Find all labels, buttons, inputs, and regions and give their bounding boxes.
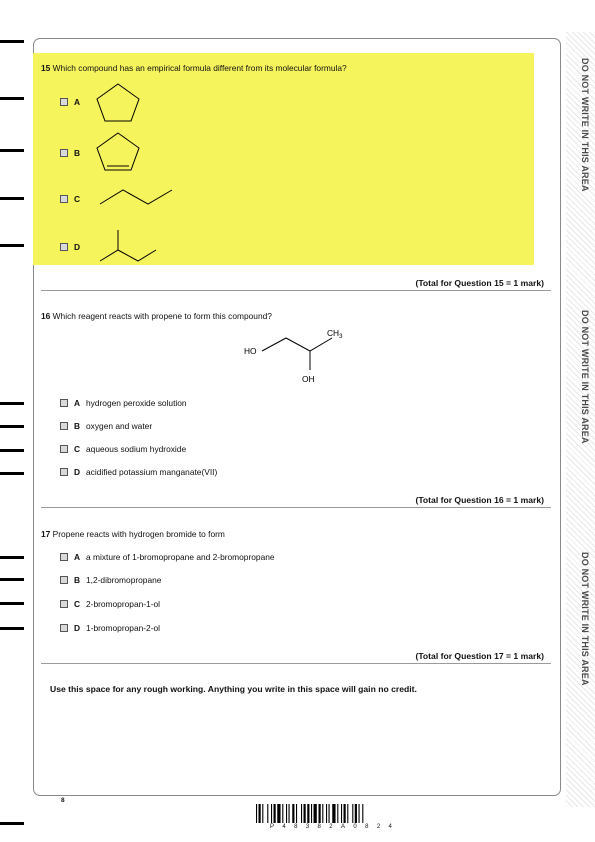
barcode-char: 2	[329, 824, 333, 830]
option-text: acidified potassium manganate(VII)	[86, 467, 218, 477]
question-16-total: (Total for Question 16 = 1 mark)	[415, 495, 544, 505]
q16-option-a[interactable]	[60, 398, 187, 408]
rough-working-instruction: Use this space for any rough working. Anything you write in this space will gain no credit.	[50, 684, 417, 694]
ho-label: HO	[244, 346, 257, 356]
question-17	[41, 529, 225, 539]
q15-option-d[interactable]	[60, 242, 86, 252]
margin-tick	[0, 578, 24, 581]
oh-label: OH	[302, 374, 315, 384]
question-15	[41, 63, 347, 73]
divider	[41, 507, 551, 508]
q15-option-b[interactable]	[60, 148, 86, 158]
barcode-bar	[332, 804, 335, 823]
barcode-char: 3	[305, 824, 310, 830]
answer-checkbox[interactable]	[60, 243, 68, 251]
barcode-bar	[341, 804, 342, 823]
divider	[41, 290, 551, 291]
option-text: aqueous sodium hydroxide	[86, 444, 187, 454]
propane-1-2-diol-structure	[240, 326, 360, 388]
q15-option-c[interactable]	[60, 194, 86, 204]
question-text: Which compound has an empirical formula different from its molecular formula?	[52, 63, 347, 73]
option-text: 1-bromopropan-2-ol	[86, 623, 161, 633]
ch3-label: CH	[327, 328, 340, 338]
option-letter: D	[74, 623, 81, 633]
option-letter: C	[74, 194, 81, 204]
question-15-total: (Total for Question 15 = 1 mark)	[415, 278, 544, 288]
barcode-bar	[289, 804, 290, 823]
barcode-char: 2	[376, 824, 381, 830]
barcode-bar	[296, 804, 297, 823]
margin-tick	[0, 449, 24, 452]
barcode-bar	[282, 804, 283, 823]
option-text: hydrogen peroxide solution	[86, 398, 187, 408]
option-letter: B	[74, 575, 81, 585]
answer-checkbox[interactable]	[60, 98, 68, 106]
barcode-bar	[267, 804, 268, 823]
question-text: Which reagent reacts with propene to form this compound?	[52, 311, 272, 321]
option-text: 2-bromopropan-1-ol	[86, 599, 161, 609]
barcode-bar	[326, 804, 327, 823]
barcode-char: 8	[294, 824, 298, 830]
2-methylbutane-structure	[98, 228, 162, 264]
answer-checkbox[interactable]	[60, 149, 68, 157]
barcode-bar	[355, 804, 357, 823]
answer-checkbox[interactable]	[60, 399, 68, 407]
barcode-bar	[311, 804, 312, 823]
barcode-text	[256, 824, 406, 830]
margin-tick	[0, 197, 24, 200]
question-17-total: (Total for Question 17 = 1 mark)	[415, 651, 544, 661]
barcode-bar	[359, 804, 360, 823]
butane-structure	[98, 184, 178, 210]
barcode-bar	[259, 804, 261, 823]
question-number: 16	[41, 311, 51, 321]
answer-checkbox[interactable]	[60, 195, 68, 203]
barcode-char: 8	[317, 824, 321, 830]
margin-tick	[0, 402, 24, 405]
margin-tick	[0, 425, 24, 428]
option-text: a mixture of 1-bromopropane and 2-bromopropane	[86, 552, 275, 562]
q17-option-a[interactable]	[60, 552, 275, 562]
barcode-bar	[292, 804, 294, 823]
option-letter: D	[74, 242, 81, 252]
margin-tick	[0, 556, 24, 559]
barcode-bar	[274, 804, 276, 823]
page-number: 8	[61, 797, 65, 804]
barcode-bar	[347, 804, 348, 823]
barcode	[256, 804, 406, 823]
barcode-bar	[277, 804, 280, 823]
q16-option-b[interactable]	[60, 421, 152, 431]
q17-option-b[interactable]	[60, 575, 161, 585]
barcode-bar	[362, 804, 363, 823]
answer-checkbox[interactable]	[60, 468, 68, 476]
margin-tick	[0, 822, 24, 825]
barcode-char: 0	[353, 824, 357, 830]
q15-option-a[interactable]	[60, 97, 86, 107]
cyclopentane-structure	[94, 80, 150, 124]
barcode-bar	[256, 804, 257, 823]
svg-text:CH3	[327, 328, 343, 340]
cyclopentene-structure	[94, 130, 150, 174]
question-number: 15	[41, 63, 51, 73]
q16-option-d[interactable]	[60, 467, 217, 477]
answer-checkbox[interactable]	[60, 576, 68, 584]
barcode-bar	[286, 804, 287, 823]
q17-option-c[interactable]	[60, 599, 160, 609]
side-margin-label: DO NOT WRITE IN THIS AREA	[580, 552, 590, 686]
margin-tick	[0, 97, 24, 100]
divider	[41, 663, 551, 664]
answer-checkbox[interactable]	[60, 624, 68, 632]
barcode-char: 4	[282, 824, 286, 830]
barcode-bar	[344, 804, 346, 823]
barcode-bar	[329, 804, 330, 823]
option-text: oxygen and water	[86, 421, 153, 431]
barcode-bar	[314, 804, 317, 823]
option-letter: C	[74, 444, 81, 454]
margin-tick	[0, 472, 24, 475]
answer-checkbox[interactable]	[60, 445, 68, 453]
barcode-bar	[271, 804, 272, 823]
option-letter: D	[74, 467, 81, 477]
barcode-char: P	[270, 824, 275, 830]
option-letter: A	[74, 552, 81, 562]
option-letter: C	[74, 599, 81, 609]
option-letter: A	[74, 398, 81, 408]
margin-tick	[0, 244, 24, 247]
q17-option-d[interactable]	[60, 623, 160, 633]
barcode-bar	[262, 804, 263, 823]
barcode-bar	[319, 804, 321, 823]
margin-tick	[0, 627, 24, 630]
option-letter: B	[74, 148, 81, 158]
barcode-char: 8	[365, 824, 369, 830]
barcode-char: A	[340, 824, 345, 830]
question-16	[41, 311, 272, 321]
question-text: Propene reacts with hydrogen bromide to form	[52, 529, 225, 539]
margin-tick	[0, 40, 24, 43]
question-number: 17	[41, 529, 51, 539]
option-letter: A	[74, 97, 81, 107]
ch3-subscript: 3	[339, 334, 343, 340]
barcode-bar	[352, 804, 353, 823]
margin-tick	[0, 149, 24, 152]
barcode-bar	[322, 804, 323, 823]
margin-tick	[0, 602, 24, 605]
barcode-bar	[307, 804, 309, 823]
side-margin-label: DO NOT WRITE IN THIS AREA	[580, 310, 590, 444]
barcode-bar	[304, 804, 306, 823]
barcode-bar	[337, 804, 338, 823]
answer-checkbox[interactable]	[60, 553, 68, 561]
option-letter: B	[74, 421, 81, 431]
q16-option-c[interactable]	[60, 444, 186, 454]
answer-checkbox[interactable]	[60, 422, 68, 430]
side-margin-label: DO NOT WRITE IN THIS AREA	[580, 58, 590, 192]
option-text: 1,2-dibromopropane	[86, 575, 162, 585]
barcode-bar	[301, 804, 302, 823]
barcode-char: 4	[388, 824, 392, 830]
answer-checkbox[interactable]	[60, 600, 68, 608]
